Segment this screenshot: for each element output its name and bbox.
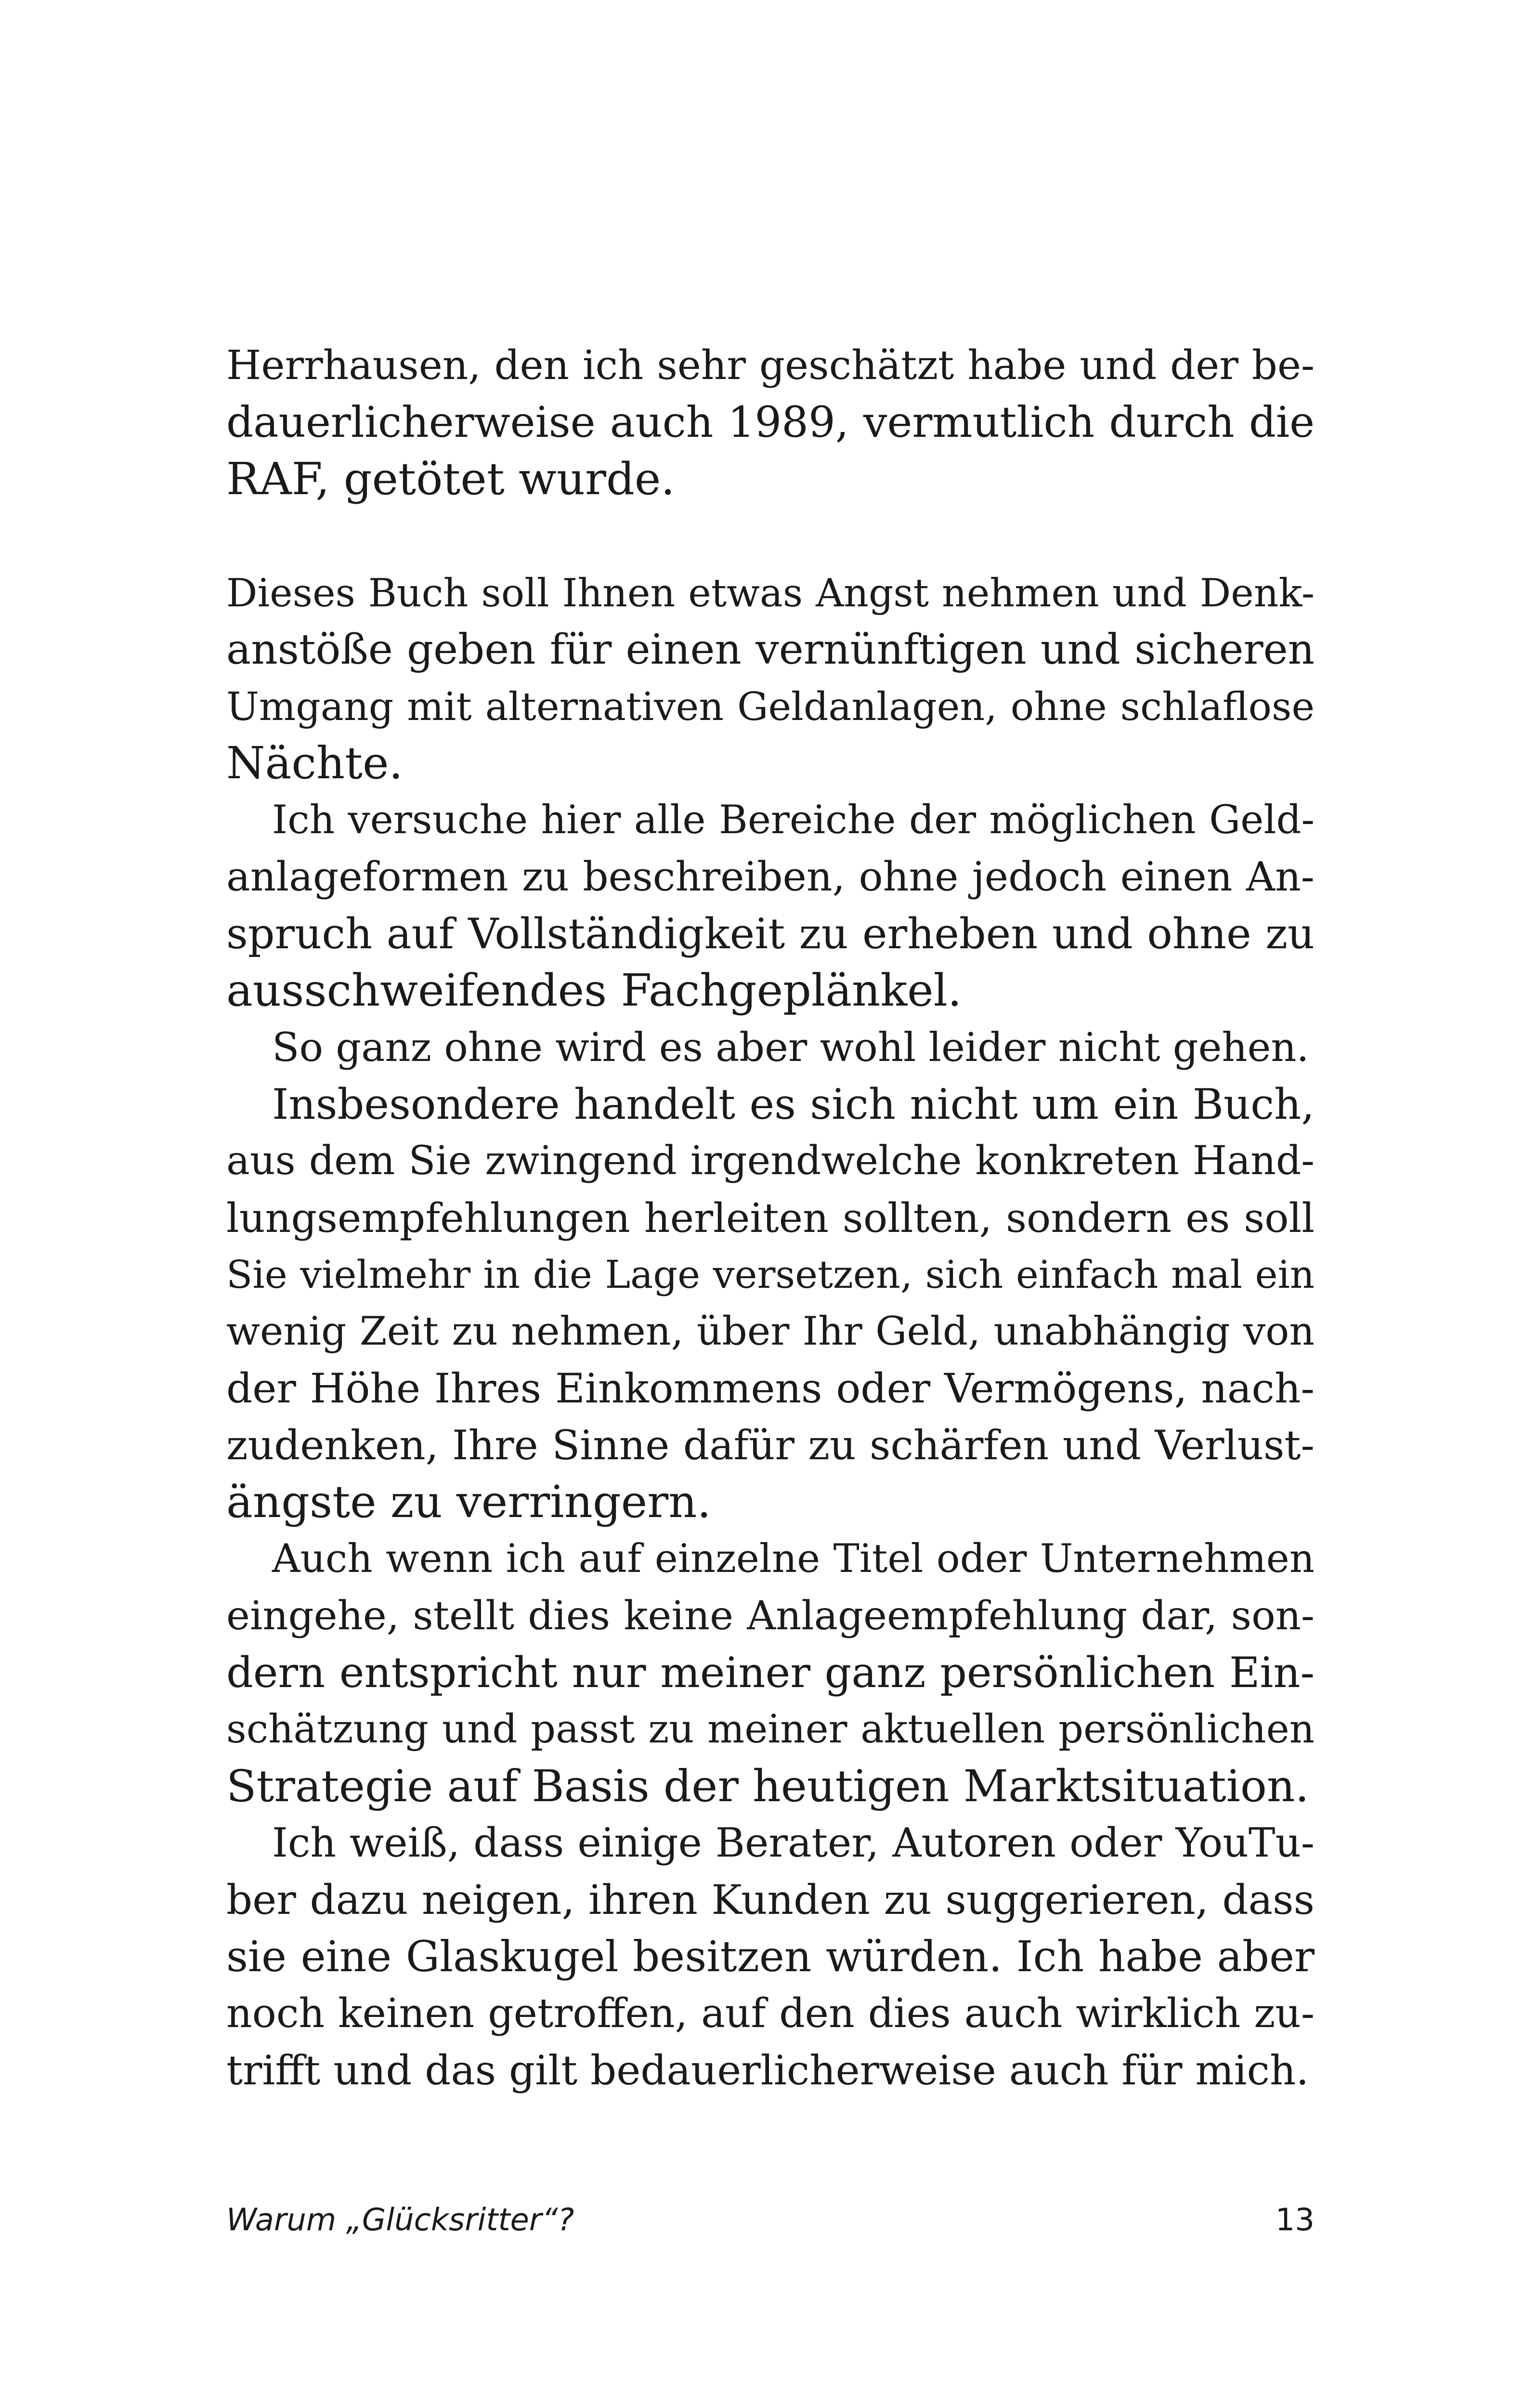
paragraph (226, 564, 1315, 792)
text-line: Nächte. (226, 737, 403, 789)
text-line: ängste zu verringern. (226, 1476, 711, 1528)
text-line: anstöße geben für einen vernünftigen und sicheren (226, 626, 1315, 674)
text-line: sie eine Glaskugel besitzen würden. Ich habe aber (226, 1932, 1315, 1981)
text-line: wenig Zeit zu nehmen, über Ihr Geld, unabhängig von (226, 1309, 1315, 1354)
text-line: Strategie auf Basis der heutigen Marktsituation. (226, 1760, 1309, 1812)
text-line: ausschweifendes Fachgeplänkel. (226, 965, 962, 1016)
text-line: lungsempfehlungen herleiten sollten, sondern es soll (226, 1194, 1315, 1242)
text-line: Auch wenn ich auf einzelne Titel oder Unternehmen (272, 1536, 1315, 1582)
text-line: Herrhausen, den ich sehr geschätzt habe und der be- (226, 342, 1315, 389)
text-line: dern entspricht nur meiner ganz persönlichen Ein- (226, 1648, 1315, 1697)
page-footer (226, 2196, 1315, 2244)
body-text (226, 337, 1315, 2099)
text-line: Umgang mit alternativen Geldanlagen, ohne schlaflose (226, 684, 1315, 729)
text-line: Insbesondere handelt es sich nicht um ein Buch, (272, 1080, 1315, 1129)
text-line: RAF, getötet wurde. (226, 453, 675, 505)
text-line: noch keinen getroffen, auf den dies auch wirklich zu- (226, 1990, 1315, 2037)
text-line: ber dazu neigen, ihren Kunden zu suggerieren, dass (226, 1876, 1315, 1924)
text-line: trifft und das gilt bedauerlicherweise auch für mich. (226, 2047, 1309, 2094)
text-line: dauerlicherweise auch 1989, vermutlich durch die (226, 398, 1315, 447)
paragraph (226, 1531, 1315, 1815)
text-line: spruch auf Vollständigkeit zu erheben und ohne zu (226, 909, 1315, 958)
text-line: Sie vielmehr in die Lage versetzen, sich einfach mal ein (226, 1252, 1315, 1297)
text-line: anlageformen zu beschreiben, ohne jedoch einen An- (226, 853, 1315, 900)
paragraph (226, 792, 1315, 1019)
text-line: aus dem Sie zwingend irgendwelche konkreten Hand- (226, 1138, 1315, 1184)
text-line: der Höhe Ihres Einkommens oder Vermögens, nach- (226, 1364, 1315, 1412)
running-head: Warum „Glücksritter“? (226, 2202, 574, 2238)
paragraph (226, 1076, 1315, 1531)
page-number: 13 (1275, 2202, 1315, 2238)
text-line: So ganz ohne wird es aber wohl leider nicht gehen. (272, 1024, 1309, 1071)
text-line: schätzung und passt zu meiner aktuellen persönlichen (226, 1707, 1315, 1752)
paragraph (226, 1815, 1315, 2099)
text-line: zudenken, Ihre Sinne dafür zu schärfen und Verlust- (226, 1421, 1315, 1469)
text-line: Ich weiß, dass einige Berater, Autoren oder YouTu- (272, 1819, 1315, 1866)
paragraph (226, 337, 1315, 508)
paragraph (226, 1019, 1315, 1076)
text-line: Ich versuche hier alle Bereiche der möglichen Geld- (272, 797, 1315, 843)
text-line: Dieses Buch soll Ihnen etwas Angst nehmen und Denk- (226, 570, 1315, 615)
text-line: eingehe, stellt dies keine Anlageempfehlung dar, son- (226, 1592, 1315, 1639)
paragraph-gap (226, 508, 1315, 564)
